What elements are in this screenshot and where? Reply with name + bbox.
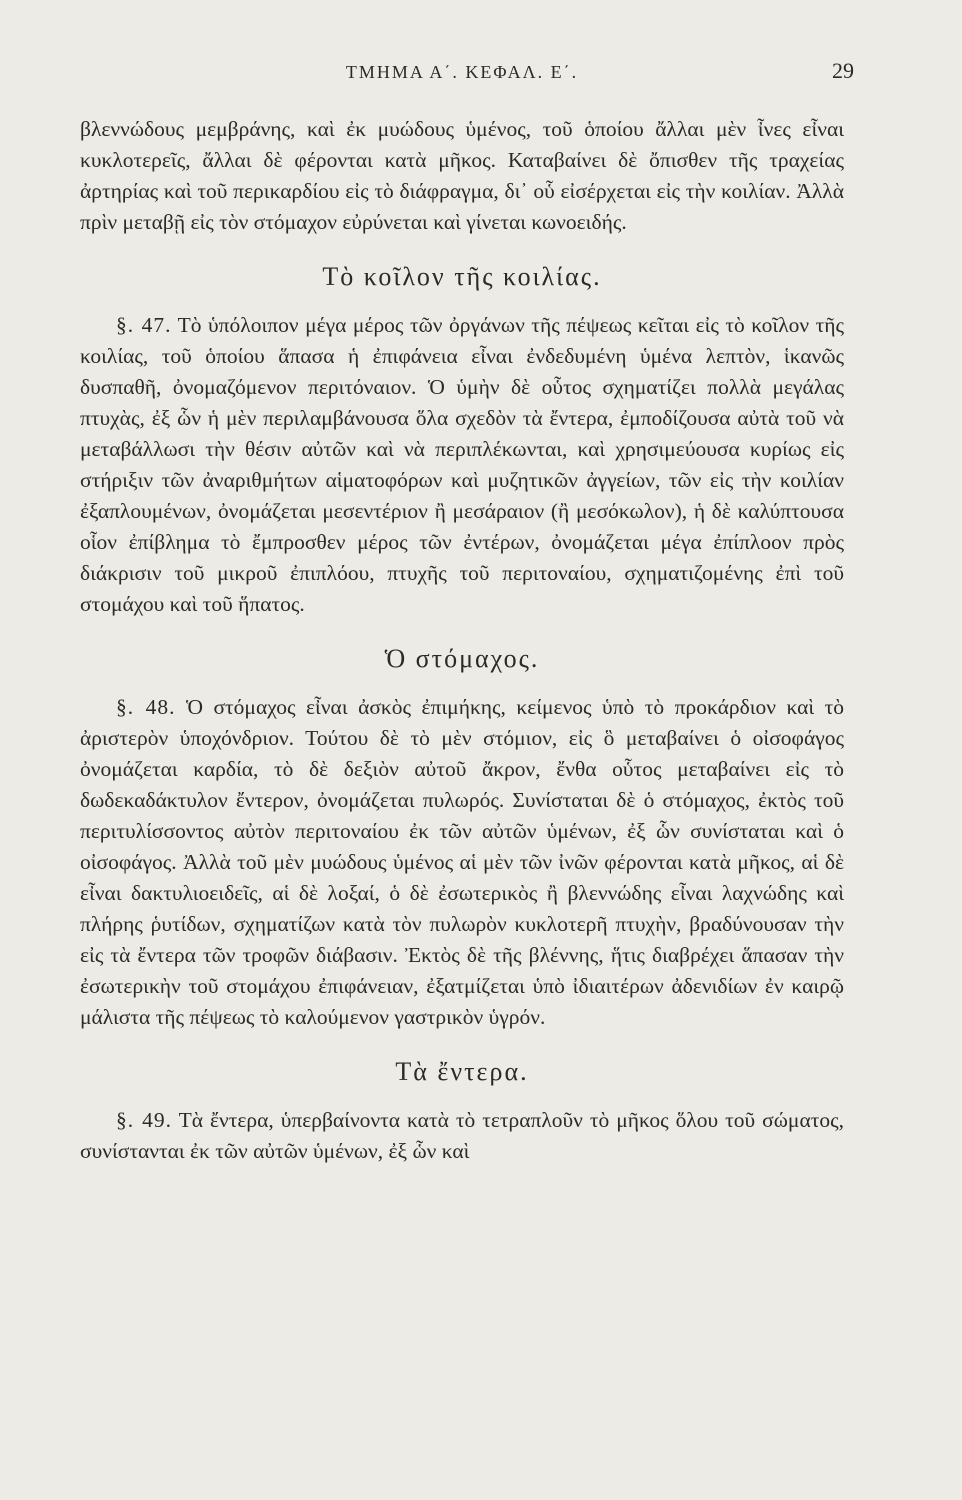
section-number-47: §. 47. (116, 313, 172, 337)
section-number-48: §. 48. (116, 695, 176, 719)
paragraph-section-47 (80, 310, 844, 620)
paragraph-continued: βλεννώδους μεμβράνης, καὶ ἐκ μυώδους ὑμένος, τοῦ ὁποίου ἄλλαι μὲν ἶνες εἶναι κυκλοτερεῖς, ἄλλαι δὲ φέρονται κατὰ μῆκος. Καταβαίνει δὲ ὄπισθεν τῆς τραχείας ἀρτηρίας καὶ τοῦ περικαρδίου εἰς τὸ διάφραγμα, δι᾽ οὗ εἰσέρχεται εἰς τὴν κοιλίαν. Ἀλλὰ πρὶν μεταβῇ εἰς τὸν στόμαχον εὐρύνεται καὶ γίνεται κωνοειδής. (80, 117, 844, 234)
section-heading-abdominal-cavity: Τὸ κοῖλον τῆς κοιλίας. (322, 262, 602, 291)
running-head (80, 56, 854, 96)
section-heading-intestines: Τὰ ἔντερα. (395, 1057, 529, 1086)
section-number-49: §. 49. (116, 1108, 172, 1132)
paragraph-section-48 (80, 692, 844, 1033)
page-number: 29 (832, 58, 854, 83)
paragraph-text-47: Τὸ ὑπόλοιπον μέγα μέρος τῶν ὀργάνων τῆς πέψεως κεῖται εἰς τὸ κοῖλον τῆς κοιλίας, τοῦ ὁποίου ἅπασα ἡ ἐπιφάνεια εἶναι ἐνδεδυμένη ὑμένα λεπτὸν, ἱκανῶς δυσπαθῆ, ὀνομαζόμενον περιτόναιον. Ὁ ὑμὴν δὲ οὗτος σχηματίζει πολλὰ μεγάλας πτυχὰς, ἐξ ὧν ἡ μὲν περιλαμβάνουσα ὅλα σχεδὸν τὰ ἔντερα, ἐμποδίζουσα αὐτὰ τοῦ νὰ μεταβάλλωσι τὴν θέσιν αὐτῶν καὶ νὰ περιπλέκωνται, καὶ χρησιμεύουσα κυρίως εἰς στήριξιν τῶν ἀναριθμήτων αἱματοφόρων καὶ μυζητικῶν ἀγγείων, τῶν εἰς τὴν κοιλίαν ἐξαπλουμένων, ὀνομάζεται μεσεντέριον ἢ μεσάραιον (ἢ μεσόκωλον), ἡ δὲ καλύπτουσα οἷον ἐπίβλημα τὸ ἔμπροσθεν μέρος τῶν ἐντέρων, ὀνομάζεται μέγα ἐπίπλοον πρὸς διάκρισιν τοῦ μικροῦ ἐπιπλόου, πτυχῆς τοῦ περιτοναίου, σχηματιζομένης ἐπὶ τοῦ στομάχου καὶ τοῦ ἥπατος. (80, 313, 845, 616)
paragraph-text-49: Τὰ ἔντερα, ὑπερβαίνοντα κατὰ τὸ τετραπλοῦν τὸ μῆκος ὅλου τοῦ σώματος, συνίστανται ἐκ τῶν αὐτῶν ὑμένων, ἐξ ὧν καὶ (80, 1108, 844, 1163)
paragraph-section-49 (80, 1105, 844, 1167)
section-heading-stomach: Ὁ στόμαχος. (384, 644, 540, 673)
paragraph-text-48: Ὁ στόμαχος εἶναι ἀσκὸς ἐπιμήκης, κείμενος ὑπὸ τὸ προκάρδιον καὶ τὸ ἀριστερὸν ὑποχόνδριον. Τούτου δὲ τὸ μὲν στόμιον, εἰς ὃ μεταβαίνει ὁ οἰσοφάγος ὀνομάζεται καρδία, τὸ δὲ δεξιὸν αὐτοῦ ἄκρον, ἔνθα οὗτος μεταβαίνει εἰς τὸ δωδεκαδάκτυλον ἔντερον, ὀνομάζεται πυλωρός. Συνίσταται δὲ ὁ στόμαχος, ἐκτὸς τοῦ περιτυλίσσοντος αὐτὸν περιτοναίου ἐκ τῶν αὐτῶν ὑμένων, ἐξ ὧν συνίσταται καὶ ὁ οἰσοφάγος. Ἀλλὰ τοῦ μὲν μυώδους ὑμένος αἱ μὲν τῶν ἰνῶν φέρονται κατὰ μῆκος, αἱ δὲ εἶναι δακτυλιοειδεῖς, αἱ δὲ λοξαί, ὁ δὲ ἐσωτερικὸς ἢ βλεννώδης εἶναι λαχνώδης καὶ πλήρης ῥυτίδων, σχηματίζων κατὰ τὸν πυλωρὸν κυκλοτερῆ πτυχὴν, βραδύνουσαν τὴν εἰς τὰ ἔντερα τῶν τροφῶν διάβασιν. Ἐκτὸς δὲ τῆς βλέννης, ἥτις διαβρέχει ἅπασαν τὴν ἐσωτερικὴν τοῦ στομάχου ἐπιφάνειαν, ἐξατμίζεται ὑπὸ ἰδιαιτέρων ἀδενιδίων ἐν καιρῷ μάλιστα τῆς πέψεως τὸ καλούμενον γαστρικὸν ὑγρόν. (80, 695, 845, 1029)
running-title: ΤΜΗΜΑ Α΄. ΚΕΦΑΛ. Ε΄. (345, 62, 579, 82)
